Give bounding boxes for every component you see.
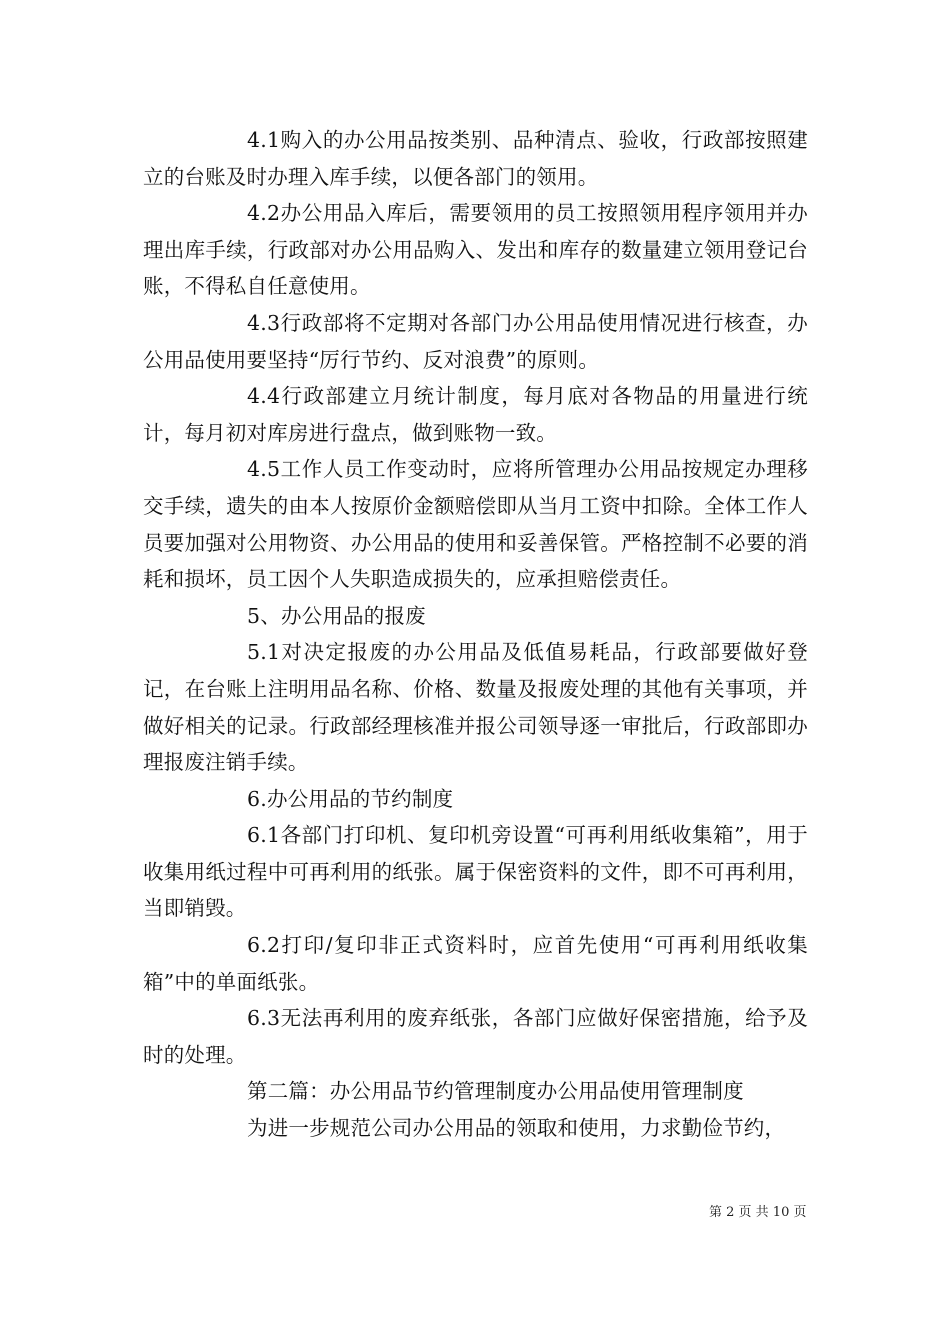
paragraph-6-2: 6.2打印/复印非正式资料时，应首先使用“可再利用纸收集箱”中的单面纸张。 xyxy=(143,933,808,994)
paragraph-5-1: 5.1对决定报废的办公用品及低值易耗品，行政部要做好登记，在台账上注明用品名称、价格、数量及报废处理的其他有关事项，并做好相关的记录。行政部经理核准并报公司领导逐一审批后，行政部即办理报废注销手续。 xyxy=(143,640,808,775)
paragraph-4-2: 4.2办公用品入库后，需要领用的员工按照领用程序领用并办理出库手续，行政部对办公用品购入、发出和库存的数量建立领用登记台账，不得私自任意使用。 xyxy=(143,201,808,299)
page-number-footer: 第 2 页 共 10 页 xyxy=(709,1205,807,1220)
document-body xyxy=(143,122,808,1147)
chapter-title-2: 第二篇：办公用品节约管理制度办公用品使用管理制度 xyxy=(247,1079,744,1104)
paragraph-4-4: 4.4行政部建立月统计制度，每月底对各物品的用量进行统计，每月初对库房进行盘点，做到账物一致。 xyxy=(143,384,808,445)
paragraph-6-3: 6.3无法再利用的废弃纸张，各部门应做好保密措施，给予及时的处理。 xyxy=(143,1006,808,1067)
paragraph-4-3: 4.3行政部将不定期对各部门办公用品使用情况进行核查，办公用品使用要坚持“厉行节约、反对浪费”的原则。 xyxy=(143,310,808,372)
paragraph-4-1: 4.1购入的办公用品按类别、品种清点、验收，行政部按照建立的台账及时办理入库手续，以便各部门的领用。 xyxy=(143,128,808,189)
paragraph-4-5: 4.5工作人员工作变动时，应将所管理办公用品按规定办理移交手续，遗失的由本人按原价金额赔偿即从当月工资中扣除。全体工作人员要加强对公用物资、办公用品的使用和妥善保管。严格控制不必要的消耗和损坏，员工因个人失职造成损失的，应承担赔偿责任。 xyxy=(143,457,808,592)
paragraph-intro: 为进一步规范公司办公用品的领取和使用，力求勤俭节约， xyxy=(247,1116,786,1141)
section-heading-5: 5、办公用品的报废 xyxy=(247,603,426,628)
paragraph-6-1: 6.1各部门打印机、复印机旁设置“可再利用纸收集箱”，用于收集用纸过程中可再利用的纸张。属于保密资料的文件，即不可再利用，当即销毁。 xyxy=(143,823,808,921)
section-heading-6: 6.办公用品的节约制度 xyxy=(247,786,454,811)
